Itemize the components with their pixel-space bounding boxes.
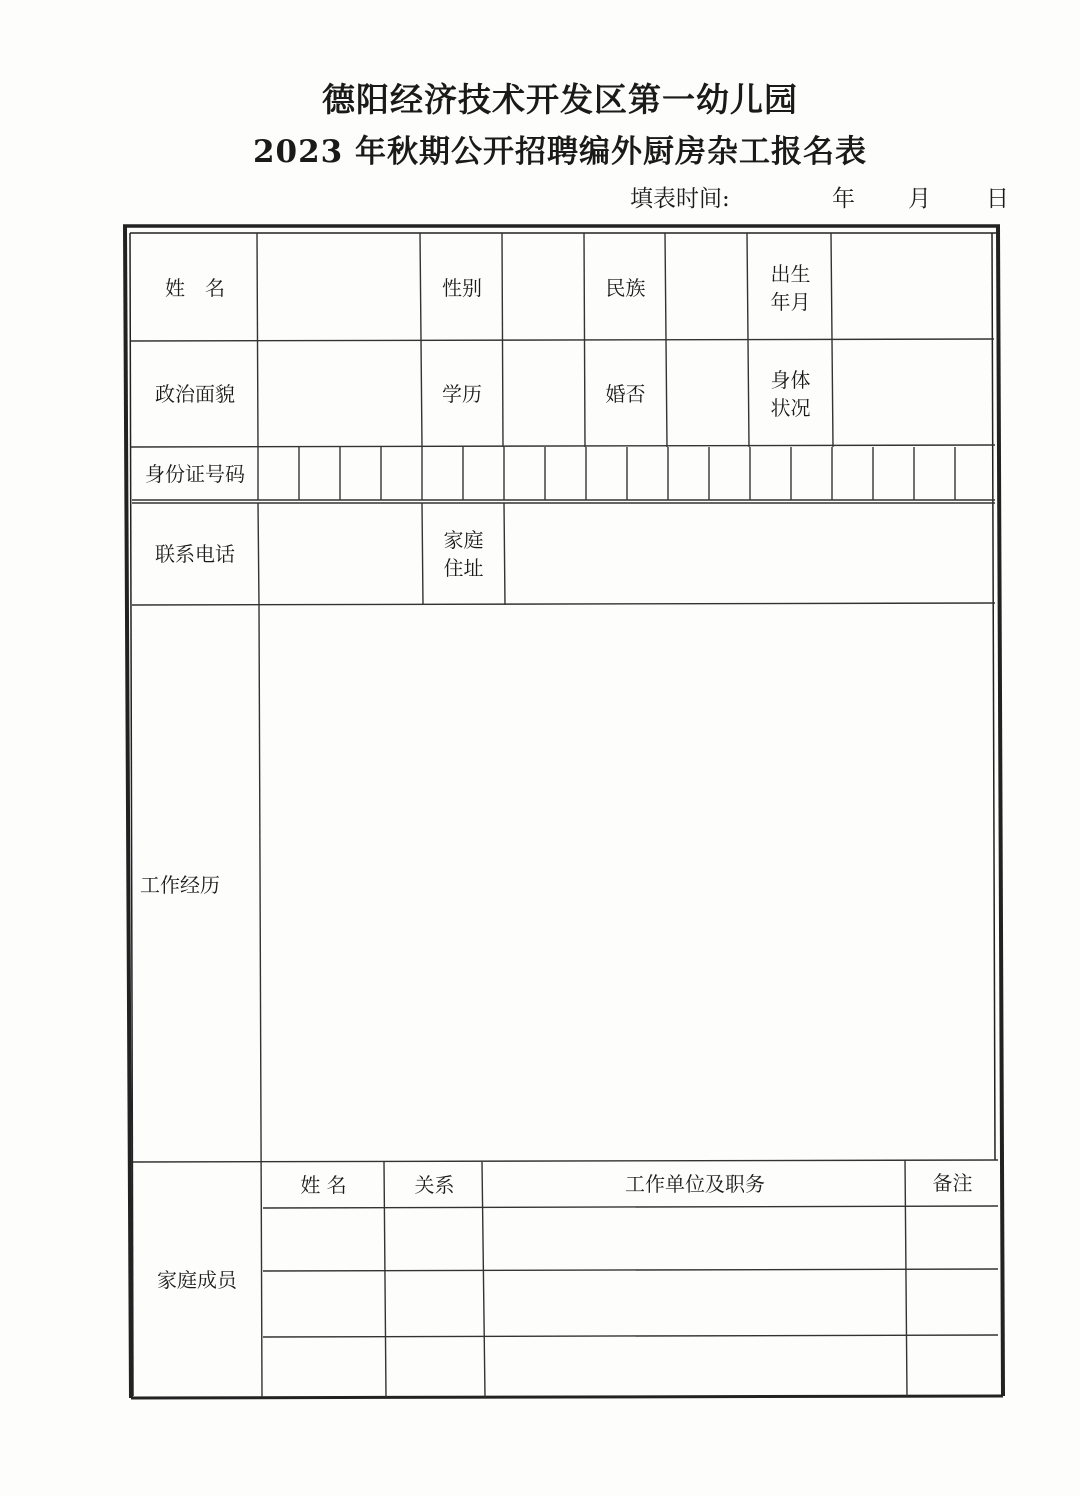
form-title-line2: 2023 年秋期公开招聘编外厨房杂工报名表 xyxy=(252,134,868,170)
label-birth-date xyxy=(749,236,832,340)
fill-date-year: 年 xyxy=(832,186,855,212)
label-ethnicity: 民族 xyxy=(605,276,646,300)
label-gender: 性别 xyxy=(442,276,482,300)
label-birth-line2: 年月 xyxy=(770,290,811,314)
fill-date-label: 填表时间: xyxy=(630,186,730,212)
label-education: 学历 xyxy=(442,382,482,406)
label-name: 姓 名 xyxy=(165,276,225,300)
fill-date-month: 月 xyxy=(908,186,931,212)
form-title-line1: 德阳经济技术开发区第一幼儿园 xyxy=(322,80,798,119)
label-address-line2: 住址 xyxy=(443,556,484,580)
family-header-remarks: 备注 xyxy=(932,1171,973,1195)
label-health-line1: 身体 xyxy=(770,368,811,392)
label-work-history: 工作经历 xyxy=(140,873,220,897)
label-phone: 联系电话 xyxy=(155,542,235,566)
family-header-workplace: 工作单位及职务 xyxy=(625,1172,765,1196)
label-political-status: 政治面貌 xyxy=(155,382,235,406)
label-birth-line1: 出生 xyxy=(770,262,811,286)
fill-date-day: 日 xyxy=(986,186,1009,212)
label-health-status xyxy=(749,342,832,446)
label-marital-status: 婚否 xyxy=(605,382,646,406)
family-header-relation: 关系 xyxy=(414,1173,455,1197)
label-address-line1: 家庭 xyxy=(443,528,484,552)
label-home-address xyxy=(423,504,504,604)
label-family-members: 家庭成员 xyxy=(157,1268,237,1292)
family-header-name: 姓 名 xyxy=(300,1173,347,1197)
label-id-number: 身份证号码 xyxy=(145,462,245,486)
label-health-line2: 状况 xyxy=(770,396,811,420)
